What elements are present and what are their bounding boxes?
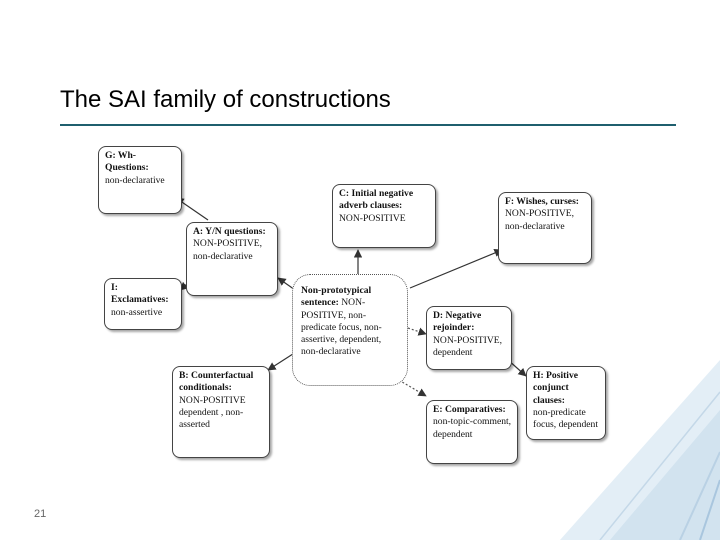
- page-number: 21: [34, 508, 47, 520]
- node-e: [426, 400, 518, 464]
- arrow-center-to-d: [408, 328, 426, 334]
- node-d: [426, 306, 512, 370]
- node-g-title: G: Wh-Questions:: [105, 150, 149, 174]
- node-h: [526, 366, 606, 440]
- node-center-title: Non-prototypical sentence:: [301, 285, 372, 309]
- node-i-text: non-assertive: [111, 306, 163, 318]
- node-b: [172, 366, 270, 458]
- node-a-text: NON-POSITIVE, non-declarative: [193, 238, 263, 262]
- node-e-title: E: Comparatives:: [433, 404, 506, 415]
- node-f-title: F: Wishes, curses:: [505, 196, 579, 207]
- title-underline: [60, 124, 676, 126]
- node-b-text: NON-POSITIVE dependent , non-asserted: [179, 394, 246, 431]
- node-c-text: NON-POSITIVE: [339, 212, 406, 224]
- node-c: [332, 184, 436, 248]
- node-i-title: I: Exclamatives:: [111, 282, 169, 306]
- sai-diagram: [88, 138, 616, 468]
- node-b-title: B: Counterfactual conditionals:: [179, 370, 254, 394]
- node-c-title: C: Initial negative adverb clauses:: [339, 188, 414, 212]
- slide-title: The SAI family of constructions: [60, 86, 391, 113]
- node-f-text: NON-POSITIVE, non-declarative: [505, 208, 575, 232]
- node-center-text: NON-POSITIVE, non-predicate focus, non-assertive, dependent, non-declarative: [301, 297, 382, 358]
- node-e-text: non-topic-comment, dependent: [433, 416, 512, 440]
- node-d-text: NON-POSITIVE, dependent: [433, 334, 503, 358]
- node-center: [292, 274, 408, 386]
- node-a: [186, 222, 278, 296]
- node-a-title: A: Y/N questions:: [193, 226, 266, 237]
- node-h-text: non-predicate focus, dependent: [533, 406, 599, 431]
- node-f: [498, 192, 592, 264]
- node-g-text: non-declarative: [105, 174, 165, 186]
- arrow-center-to-f: [410, 250, 502, 288]
- node-d-title: D: Negative rejoinder:: [433, 310, 482, 334]
- node-i: [104, 278, 182, 330]
- node-h-title: H: Positive conjunct clauses:: [533, 370, 579, 406]
- node-g: [98, 146, 182, 214]
